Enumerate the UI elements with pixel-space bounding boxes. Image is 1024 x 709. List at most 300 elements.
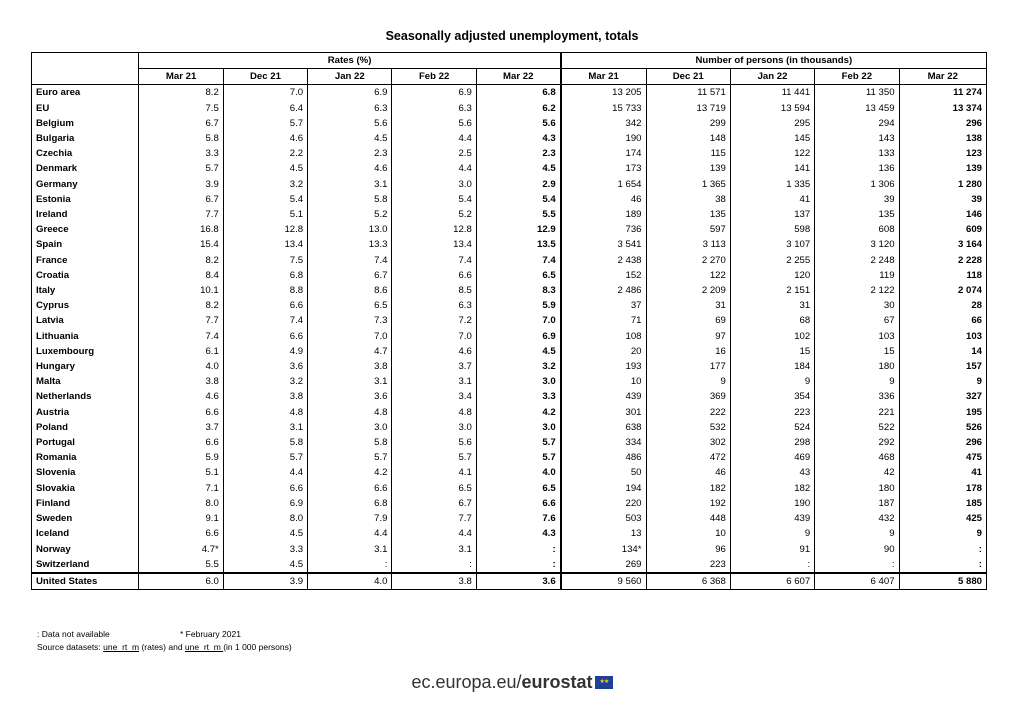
persons-cell: 296 [899,435,986,450]
country-cell: Luxembourg [32,344,139,359]
rate-cell: 13.4 [392,237,476,252]
rate-cell: 2.9 [476,177,560,192]
persons-cell: 294 [815,116,899,131]
rate-cell: 4.7 [308,344,392,359]
table-row [32,253,987,268]
persons-cell: 141 [730,161,814,176]
persons-cell: 123 [899,146,986,161]
rate-cell: 8.2 [139,85,223,101]
rate-cell: 13.0 [308,222,392,237]
source-line [37,641,292,654]
group-header-row [32,53,987,69]
period-header: Mar 22 [899,69,986,85]
persons-cell: 193 [561,359,646,374]
table-row [32,207,987,222]
rate-cell: 8.8 [223,283,307,298]
persons-cell: 3 541 [561,237,646,252]
rate-cell: 6.5 [308,298,392,313]
persons-cell: 190 [561,131,646,146]
period-header: Dec 21 [223,69,307,85]
rate-cell: 4.3 [476,131,560,146]
persons-cell: 486 [561,450,646,465]
persons-cell: 46 [561,192,646,207]
table-row [32,374,987,389]
persons-group-header: Number of persons (in thousands) [561,53,987,69]
persons-cell: : [899,542,986,557]
persons-cell: 608 [815,222,899,237]
rate-cell: 5.5 [139,557,223,573]
rate-cell: 3.0 [392,420,476,435]
rate-cell: 6.3 [308,101,392,116]
source-link-persons[interactable]: une_rt_m [184,642,224,652]
table-row [32,359,987,374]
persons-cell: 2 486 [561,283,646,298]
table-row [32,329,987,344]
rate-cell: 6.8 [476,85,560,101]
table-row [32,268,987,283]
persons-cell: 157 [899,359,986,374]
rate-cell: 4.1 [392,465,476,480]
rate-cell: 6.7 [392,496,476,511]
rate-cell: 6.9 [308,85,392,101]
rate-cell: 13.4 [223,237,307,252]
rate-cell: 5.4 [223,192,307,207]
persons-cell: 2 209 [646,283,730,298]
rate-cell: 6.0 [139,573,223,590]
persons-cell: 342 [561,116,646,131]
rate-cell: 7.0 [308,329,392,344]
rate-cell: 3.8 [392,573,476,590]
persons-cell: 42 [815,465,899,480]
not-available-note: : Data not available [37,629,110,639]
rate-cell: 4.4 [392,526,476,541]
persons-cell: 38 [646,192,730,207]
rate-cell: 5.4 [392,192,476,207]
persons-cell: 222 [646,405,730,420]
rate-cell: 4.6 [223,131,307,146]
persons-cell: 597 [646,222,730,237]
period-header: Jan 22 [308,69,392,85]
table-row [32,450,987,465]
rate-cell: 4.6 [139,389,223,404]
rate-cell: 7.6 [476,511,560,526]
persons-cell: 2 074 [899,283,986,298]
rate-cell: 6.6 [139,405,223,420]
rate-cell: 7.7 [139,207,223,222]
persons-cell: 2 151 [730,283,814,298]
persons-cell: 609 [899,222,986,237]
rate-cell: 3.1 [308,177,392,192]
persons-cell: 13 459 [815,101,899,116]
persons-cell: 3 164 [899,237,986,252]
persons-cell: 69 [646,313,730,328]
persons-cell: 13 594 [730,101,814,116]
persons-cell: 173 [561,161,646,176]
country-cell: Iceland [32,526,139,541]
rate-cell: 5.8 [139,131,223,146]
rate-cell: 4.4 [308,526,392,541]
table-body [32,85,987,590]
persons-cell: 11 441 [730,85,814,101]
persons-cell: 103 [899,329,986,344]
rate-cell: 6.6 [223,329,307,344]
persons-cell: 136 [815,161,899,176]
rate-cell: 5.6 [392,435,476,450]
persons-cell: 9 [815,374,899,389]
rate-cell: 3.2 [476,359,560,374]
period-header-row [32,69,987,85]
period-header: Mar 21 [561,69,646,85]
country-cell: Slovakia [32,481,139,496]
rate-cell: 6.9 [476,329,560,344]
table-row [32,573,987,590]
persons-cell: 1 306 [815,177,899,192]
rate-cell: 13.3 [308,237,392,252]
source-link-rates[interactable]: une_rt_m [103,642,140,652]
persons-cell: 135 [815,207,899,222]
rate-cell: 7.4 [392,253,476,268]
persons-cell: 9 [646,374,730,389]
rate-cell: 5.2 [308,207,392,222]
persons-cell: 118 [899,268,986,283]
persons-cell: 269 [561,557,646,573]
persons-cell: 3 120 [815,237,899,252]
persons-cell: 189 [561,207,646,222]
persons-cell: 68 [730,313,814,328]
rate-cell: 3.9 [223,573,307,590]
persons-cell: 135 [646,207,730,222]
rate-cell: 7.2 [392,313,476,328]
country-cell: Finland [32,496,139,511]
persons-cell: 102 [730,329,814,344]
rate-cell: 3.1 [223,420,307,435]
persons-cell: 133 [815,146,899,161]
persons-cell: 119 [815,268,899,283]
persons-cell: 10 [561,374,646,389]
persons-cell: 190 [730,496,814,511]
rate-cell: 8.2 [139,298,223,313]
persons-cell: 9 [730,526,814,541]
country-cell: Sweden [32,511,139,526]
table-row [32,177,987,192]
persons-cell: 91 [730,542,814,557]
rate-cell: 2.5 [392,146,476,161]
rate-cell: 3.0 [308,420,392,435]
country-cell: Norway [32,542,139,557]
rate-cell: 12.8 [392,222,476,237]
rate-cell: 5.8 [308,192,392,207]
table-row [32,344,987,359]
rate-cell: 4.5 [476,161,560,176]
country-cell: Hungary [32,359,139,374]
rate-cell: : [476,557,560,573]
persons-cell: 134* [561,542,646,557]
rate-cell: 7.0 [476,313,560,328]
period-header: Dec 21 [646,69,730,85]
persons-cell: 139 [646,161,730,176]
rate-cell: 12.9 [476,222,560,237]
persons-cell: 90 [815,542,899,557]
table-row [32,496,987,511]
persons-cell: 2 228 [899,253,986,268]
rate-cell: 4.7* [139,542,223,557]
persons-cell: 6 607 [730,573,814,590]
rate-cell: 5.1 [139,465,223,480]
rate-cell: : [392,557,476,573]
table-row [32,101,987,116]
persons-cell: 298 [730,435,814,450]
persons-cell: 11 571 [646,85,730,101]
eurostat-logo [0,672,1024,693]
country-cell: Czechia [32,146,139,161]
country-cell: Bulgaria [32,131,139,146]
persons-cell: 103 [815,329,899,344]
persons-cell: 187 [815,496,899,511]
persons-cell: 185 [899,496,986,511]
rate-cell: 3.8 [308,359,392,374]
february-note: * February 2021 [180,629,241,639]
rate-cell: 6.9 [223,496,307,511]
persons-cell: 432 [815,511,899,526]
rate-cell: 3.2 [223,374,307,389]
country-cell: Belgium [32,116,139,131]
persons-cell: 146 [899,207,986,222]
rate-cell: 4.8 [392,405,476,420]
rate-cell: 3.3 [223,542,307,557]
persons-cell: 220 [561,496,646,511]
rate-cell: 6.8 [308,496,392,511]
persons-cell: : [899,557,986,573]
country-cell: Denmark [32,161,139,176]
persons-cell: 148 [646,131,730,146]
persons-cell: 736 [561,222,646,237]
persons-cell: 472 [646,450,730,465]
persons-cell: 13 719 [646,101,730,116]
persons-cell: 469 [730,450,814,465]
rate-cell: 6.6 [476,496,560,511]
rate-cell: 5.7 [223,450,307,465]
persons-cell: 139 [899,161,986,176]
table-row [32,222,987,237]
table-row [32,192,987,207]
rate-cell: 5.7 [308,450,392,465]
rates-group-header: Rates (%) [139,53,561,69]
rate-cell: 5.7 [392,450,476,465]
eu-flag-icon: ★★ [595,676,613,689]
rate-cell: 13.5 [476,237,560,252]
rate-cell: 6.3 [392,298,476,313]
table-row [32,405,987,420]
persons-cell: 180 [815,481,899,496]
persons-cell: 296 [899,116,986,131]
country-cell: Estonia [32,192,139,207]
persons-cell: 2 122 [815,283,899,298]
source-suffix: (in 1 000 persons) [223,642,292,652]
persons-cell: 439 [561,389,646,404]
rate-cell: 7.5 [223,253,307,268]
rate-cell: 5.9 [139,450,223,465]
persons-cell: 192 [646,496,730,511]
persons-cell: 50 [561,465,646,480]
persons-cell: 9 [730,374,814,389]
table-row [32,389,987,404]
persons-cell: 532 [646,420,730,435]
persons-cell: 638 [561,420,646,435]
persons-cell: 39 [815,192,899,207]
persons-cell: 2 255 [730,253,814,268]
rate-cell: 4.0 [308,573,392,590]
table-row [32,161,987,176]
rate-cell: 6.2 [476,101,560,116]
rate-cell: 3.6 [308,389,392,404]
persons-cell: 11 350 [815,85,899,101]
rate-cell: : [476,542,560,557]
persons-cell: 223 [646,557,730,573]
rate-cell: 7.4 [139,329,223,344]
table-row [32,420,987,435]
rate-cell: 5.7 [476,450,560,465]
persons-cell: : [730,557,814,573]
period-header: Feb 22 [392,69,476,85]
rate-cell: 9.1 [139,511,223,526]
country-cell: Portugal [32,435,139,450]
persons-cell: 20 [561,344,646,359]
rate-cell: 4.6 [392,344,476,359]
rate-cell: 4.4 [223,465,307,480]
rate-cell: 5.8 [223,435,307,450]
persons-cell: 5 880 [899,573,986,590]
persons-cell: 221 [815,405,899,420]
persons-cell: 9 [899,374,986,389]
persons-cell: 115 [646,146,730,161]
persons-cell: 184 [730,359,814,374]
rate-cell: 4.5 [223,526,307,541]
persons-cell: 9 [899,526,986,541]
persons-cell: 1 654 [561,177,646,192]
rate-cell: 5.6 [392,116,476,131]
rate-cell: 6.1 [139,344,223,359]
country-cell: Poland [32,420,139,435]
persons-cell: 30 [815,298,899,313]
rate-cell: 6.6 [139,435,223,450]
rate-cell: 4.3 [476,526,560,541]
table-row [32,237,987,252]
unemployment-table [31,52,987,590]
rate-cell: 3.0 [476,420,560,435]
persons-cell: 302 [646,435,730,450]
rate-cell: 6.7 [139,192,223,207]
persons-cell: 295 [730,116,814,131]
corner-cell [32,53,139,85]
country-cell: Germany [32,177,139,192]
persons-cell: 3 113 [646,237,730,252]
persons-cell: 96 [646,542,730,557]
rate-cell: 3.6 [223,359,307,374]
country-cell: Euro area [32,85,139,101]
rate-cell: 3.2 [223,177,307,192]
table-row [32,116,987,131]
persons-cell: 503 [561,511,646,526]
rate-cell: 2.2 [223,146,307,161]
persons-cell: 120 [730,268,814,283]
persons-cell: 143 [815,131,899,146]
persons-cell: 9 560 [561,573,646,590]
rate-cell: 6.6 [223,298,307,313]
brand-name: eurostat [521,672,593,692]
persons-cell: 13 [561,526,646,541]
persons-cell: 11 274 [899,85,986,101]
persons-cell: 37 [561,298,646,313]
persons-cell: 1 365 [646,177,730,192]
persons-cell: : [815,557,899,573]
persons-cell: 2 248 [815,253,899,268]
persons-cell: 336 [815,389,899,404]
table-row [32,511,987,526]
period-header: Feb 22 [815,69,899,85]
period-header: Jan 22 [730,69,814,85]
table-row [32,131,987,146]
country-cell: Malta [32,374,139,389]
persons-cell: 526 [899,420,986,435]
table-row [32,435,987,450]
persons-cell: 15 733 [561,101,646,116]
rate-cell: 3.1 [392,374,476,389]
country-cell: Ireland [32,207,139,222]
persons-cell: 223 [730,405,814,420]
rate-cell: 4.8 [223,405,307,420]
persons-cell: 178 [899,481,986,496]
rate-cell: 7.9 [308,511,392,526]
persons-cell: 14 [899,344,986,359]
persons-cell: 334 [561,435,646,450]
country-cell: EU [32,101,139,116]
persons-cell: 195 [899,405,986,420]
country-cell: Austria [32,405,139,420]
brand-domain: ec.europa.eu/ [411,672,522,692]
table-title: Seasonally adjusted unemployment, totals [385,29,639,43]
rate-cell: 6.3 [392,101,476,116]
persons-cell: 9 [815,526,899,541]
period-header: Mar 21 [139,69,223,85]
persons-cell: 145 [730,131,814,146]
rate-cell: 5.7 [223,116,307,131]
rate-cell: 4.0 [139,359,223,374]
country-cell: France [32,253,139,268]
rate-cell: 16.8 [139,222,223,237]
rate-cell: 3.8 [223,389,307,404]
rate-cell: 6.7 [308,268,392,283]
rate-cell: 15.4 [139,237,223,252]
table-row [32,465,987,480]
rate-cell: 12.8 [223,222,307,237]
persons-cell: 108 [561,329,646,344]
country-cell: Lithuania [32,329,139,344]
rate-cell: 5.6 [308,116,392,131]
persons-cell: 13 374 [899,101,986,116]
rate-cell: : [308,557,392,573]
legend-line [37,628,292,641]
rate-cell: 6.5 [476,268,560,283]
country-cell: Romania [32,450,139,465]
persons-cell: 138 [899,131,986,146]
persons-cell: 177 [646,359,730,374]
rate-cell: 8.6 [308,283,392,298]
rate-cell: 6.6 [139,526,223,541]
table-row [32,481,987,496]
persons-cell: 2 270 [646,253,730,268]
persons-cell: 475 [899,450,986,465]
rate-cell: 4.5 [308,131,392,146]
